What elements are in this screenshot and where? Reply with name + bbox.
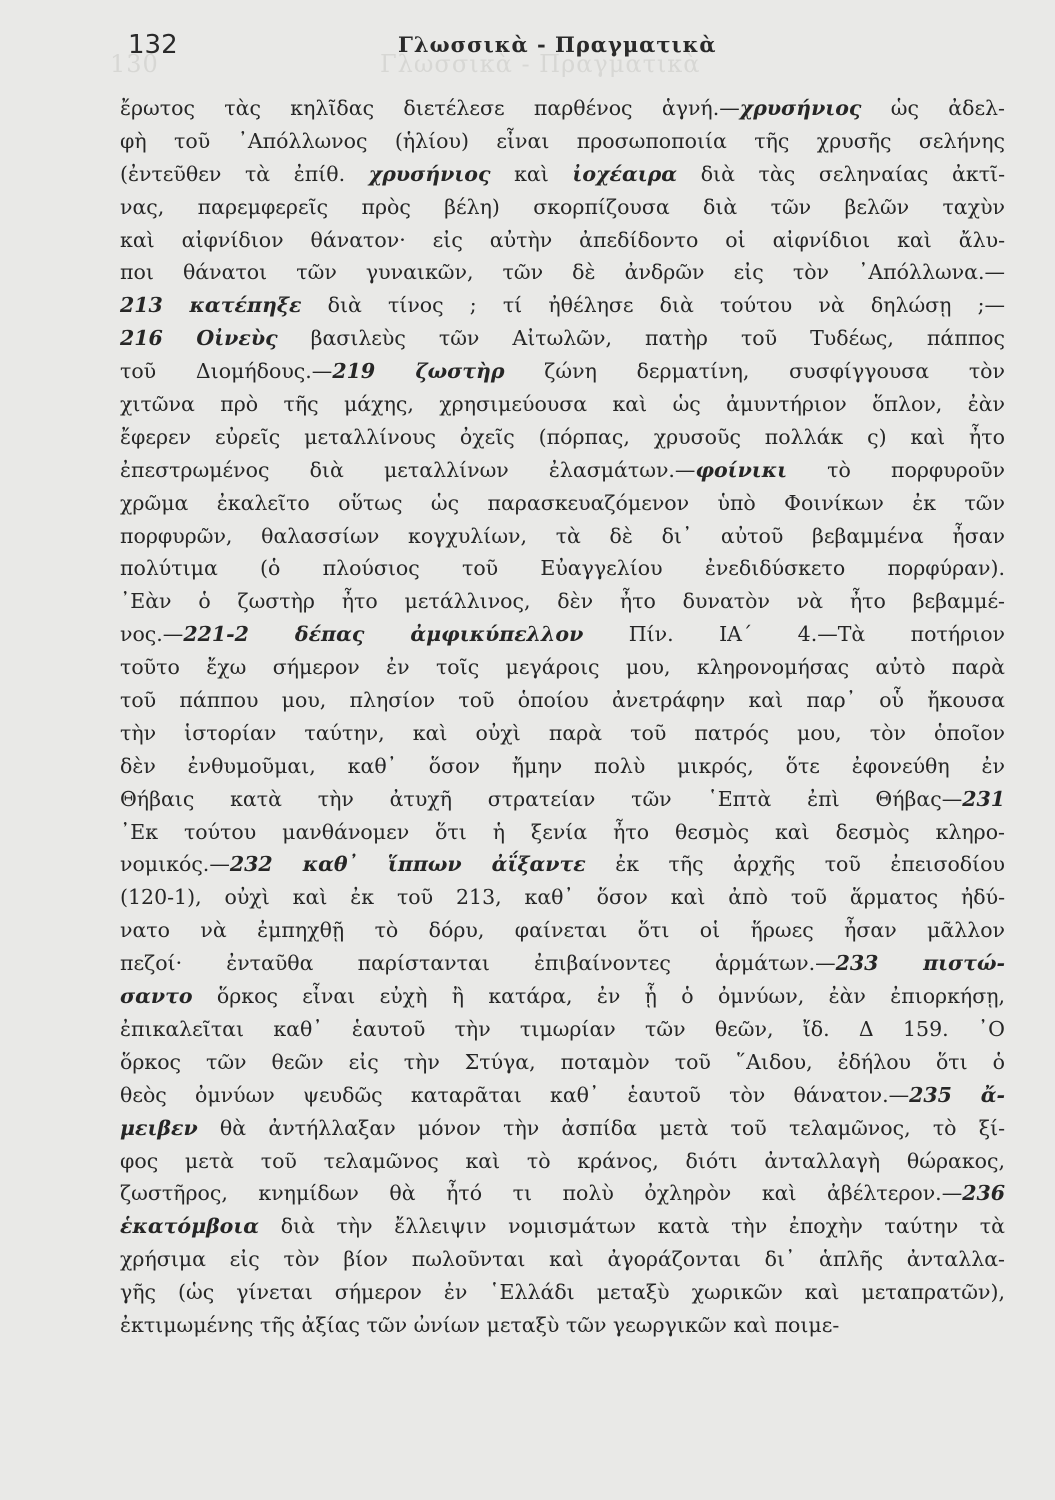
text-segment: διὰ τὰς σεληναίας ἀκτῖ-: [677, 161, 1005, 186]
text-segment: καὶ αἰφνίδιον θάνατον· εἰς αὐτὴν ἀπεδίδοντο οἱ αἰφνίδιοι καὶ ἄλυ-: [120, 227, 1005, 252]
text-line: [120, 684, 1005, 717]
text-line: [120, 224, 1005, 257]
text-segment: ζώνη δερματίνη, συσφίγγουσα τὸν: [504, 359, 1005, 384]
text-line: [120, 783, 1005, 816]
text-segment: ἐκ τῆς ἀρχῆς τοῦ ἐπεισοδίου: [585, 852, 1005, 877]
text-segment: ὅρκος τῶν θεῶν εἰς τὴν Στύγα, ποταμὸν τοῦ ῞Αιδου, ἐδήλου ὅτι ὁ: [120, 1049, 1005, 1074]
text-line: [120, 256, 1005, 289]
text-line: [120, 421, 1005, 454]
text-segment: Πίν. ΙΑ΄ 4.—Τὰ ποτήριον: [583, 622, 1005, 647]
text-line: [120, 1079, 1005, 1112]
text-line: [120, 454, 1005, 487]
text-segment: νας, παρεμφερεῖς πρὸς βέλη) σκορπίζουσα διὰ τῶν βελῶν ταχὺν: [120, 194, 1005, 219]
lemma-term: ἰοχέαιρα: [572, 161, 678, 186]
text-segment: θὰ ἀντήλλαξαν μόνον τὴν ἀσπίδα μετὰ τοῦ τελαμῶνος, τὸ ξί-: [197, 1115, 1005, 1140]
lemma-term: 235 ἄ-: [909, 1082, 1005, 1107]
text-line: [120, 848, 1005, 881]
lemma-term: ἑκατόμβοια: [120, 1214, 260, 1239]
text-segment: διὰ τίνος ; τί ἠθέλησε διὰ τούτου νὰ δηλώσῃ ;—: [301, 293, 1005, 318]
text-segment: ᾿Εὰν ὁ ζωστὴρ ἦτο μετάλλινος, δὲν ἦτο δυνατὸν νὰ ἦτο βεβαμμέ-: [120, 589, 1005, 614]
text-segment: τοῦ πάππου μου, πλησίον τοῦ ὁποίου ἀνετράφην καὶ παρ᾿ οὗ ἤκουσα: [120, 688, 1005, 713]
text-line: [120, 618, 1005, 651]
lemma-term: 219 ζωστὴρ: [332, 359, 505, 384]
text-line: [120, 816, 1005, 849]
text-segment: χρήσιμα εἰς τὸν βίον πωλοῦνται καὶ ἀγοράζονται δι᾿ ἁπλῆς ἀνταλλα-: [120, 1247, 1005, 1272]
text-segment: δὲν ἐνθυμοῦμαι, καθ᾿ ὅσον ἤμην πολὺ μικρός, ὅτε ἐφονεύθη ἐν: [120, 753, 1005, 778]
lemma-term: 231: [962, 786, 1005, 811]
text-line: [120, 980, 1005, 1013]
text-segment: (120-1), οὐχὶ καὶ ἐκ τοῦ 213, καθ᾿ ὅσον καὶ ἀπὸ τοῦ ἅρματος ἠδύ-: [120, 885, 1005, 910]
text-line: [120, 158, 1005, 191]
text-segment: Θήβαις κατὰ τὴν ἀτυχῆ στρατείαν τῶν ῾Επτὰ ἐπὶ Θήβας—: [120, 786, 963, 811]
lemma-term: φοίνικι: [695, 457, 788, 482]
text-line: [120, 1046, 1005, 1079]
text-line: [120, 1309, 1005, 1342]
text-line: [120, 1210, 1005, 1243]
text-line: [120, 914, 1005, 947]
lemma-term: 233 πιστώ-: [835, 951, 1005, 976]
running-title: Γλωσσικὰ - Πραγματικὰ: [398, 32, 717, 57]
text-segment: ἐπεστρωμένος διὰ μεταλλίνων ἐλασμάτων.—: [120, 457, 696, 482]
page-number: 132: [128, 30, 178, 60]
text-line: [120, 1243, 1005, 1276]
text-line: [120, 750, 1005, 783]
lemma-term: 213 κατέπηξε: [120, 293, 302, 318]
text-segment: νατο νὰ ἐμπηχθῇ τὸ δόρυ, φαίνεται ὅτι οἱ ἥρωες ἦσαν μᾶλλον: [120, 918, 1005, 943]
text-segment: τὸ πορφυροῦν: [787, 457, 1006, 482]
text-line: [120, 1013, 1005, 1046]
text-segment: φος μετὰ τοῦ τελαμῶνος καὶ τὸ κράνος, διότι ἀνταλλαγὴ θώρακος,: [120, 1148, 1005, 1173]
lemma-term: σαντο: [120, 984, 193, 1009]
lemma-term: χρυσήνιος: [739, 96, 862, 120]
text-segment: ἔφερεν εὐρεῖς μεταλλίνους ὀχεῖς (πόρπας, χρυσοῦς πολλάκ ς) καὶ ἦτο: [120, 424, 1005, 449]
text-line: [120, 1276, 1005, 1309]
text-line: [120, 322, 1005, 355]
text-segment: φὴ τοῦ ᾿Απόλλωνος (ἡλίου) εἶναι προσωποποιία τῆς χρυσῆς σελήνης: [120, 128, 1005, 153]
text-segment: βασιλεὺς τῶν Αἰτωλῶν, πατὴρ τοῦ Τυδέως, πάππος: [277, 326, 1005, 351]
text-segment: ᾿Εκ τούτου μανθάνομεν ὅτι ἡ ξενία ἦτο θεσμὸς καὶ δεσμὸς κληρο-: [120, 819, 1005, 844]
text-segment: ποι θάνατοι τῶν γυναικῶν, τῶν δὲ ἀνδρῶν εἰς τὸν ᾿Απόλλωνα.—: [120, 260, 1005, 285]
text-segment: νομικός.—: [120, 852, 230, 877]
text-segment: (ἐντεῦθεν τὰ ἐπίθ.: [120, 161, 369, 186]
text-line: [120, 1177, 1005, 1210]
text-segment: πορφυρῶν, θαλασσίων κογχυλίων, τὰ δὲ δι᾿ αὐτοῦ βεβαμμένα ἦσαν: [120, 523, 1005, 548]
text-segment: τοῦτο ἔχω σήμερον ἐν τοῖς μεγάροις μου, κληρονομήσας αὐτὸ παρὰ: [120, 655, 1005, 680]
text-line: [120, 717, 1005, 750]
text-segment: χρῶμα ἐκαλεῖτο οὕτως ὡς παρασκευαζόμενον ὑπὸ Φοινίκων ἐκ τῶν: [120, 490, 1005, 515]
lemma-term: 221-2 δέπας ἀμφικύπελλον: [183, 622, 584, 647]
page-header: [128, 30, 1008, 70]
text-segment: πολύτιμα (ὁ πλούσιος τοῦ Εὐαγγελίου ἐνεδιδύσκετο πορφύραν).: [120, 556, 1005, 581]
text-line: [120, 487, 1005, 520]
show-through-page-number: 130: [110, 50, 159, 78]
text-segment: ἔρωτος τὰς κηλῖδας διετέλεσε παρθένος ἁγνή.—: [120, 96, 740, 120]
text-line: [120, 552, 1005, 585]
text-line: [120, 289, 1005, 322]
lemma-term: 232 καθ᾿ ἵππων ἀΐξαντε: [229, 852, 586, 877]
lemma-term: χρυσήνιος: [368, 161, 491, 186]
text-line: [120, 125, 1005, 158]
text-segment: νος.—: [120, 622, 184, 647]
text-line: [120, 947, 1005, 980]
text-segment: καὶ: [490, 161, 573, 186]
text-line: [120, 191, 1005, 224]
text-segment: γῆς (ὡς γίνεται σήμερον ἐν ῾Ελλάδι μεταξὺ χωρικῶν καὶ μεταπρατῶν),: [120, 1280, 1005, 1305]
text-line: [120, 585, 1005, 618]
show-through-title: Γλωσσικὰ - Πραγματικὰ: [380, 50, 701, 78]
text-segment: ἐκτιμωμένης τῆς ἀξίας τῶν ὠνίων μεταξὺ τῶν γεωργικῶν καὶ ποιμε-: [120, 1312, 840, 1337]
lemma-term: 216 Οἰνεὺς: [120, 326, 278, 351]
text-segment: τὴν ἱστορίαν ταύτην, καὶ οὐχὶ παρὰ τοῦ πατρός μου, τὸν ὁποῖον: [120, 720, 1005, 745]
text-line: [120, 388, 1005, 421]
text-line: [120, 520, 1005, 553]
text-segment: τοῦ Διομήδους.—: [120, 359, 333, 384]
text-line: [120, 1145, 1005, 1178]
text-segment: ὡς ἀδελ-: [861, 96, 1005, 120]
text-line: [120, 1112, 1005, 1145]
commentary-text: [120, 92, 1005, 1342]
text-line: [120, 355, 1005, 388]
text-segment: διὰ τὴν ἔλλειψιν νομισμάτων κατὰ τὴν ἐποχὴν ταύτην τὰ: [259, 1214, 1005, 1239]
lemma-term: 236: [962, 1181, 1005, 1206]
text-line: [120, 881, 1005, 914]
text-segment: πεζοί· ἐνταῦθα παρίστανται ἐπιβαίνοντες ἁρμάτων.—: [120, 951, 836, 976]
text-segment: θεὸς ὀμνύων ψευδῶς καταρᾶται καθ᾿ ἑαυτοῦ τὸν θάνατον.—: [120, 1082, 910, 1107]
text-segment: ὅρκος εἶναι εὐχὴ ἢ κατάρα, ἐν ᾗ ὁ ὀμνύων, ἐὰν ἐπιορκήσῃ,: [192, 984, 1005, 1009]
text-segment: ἐπικαλεῖται καθ᾿ ἑαυτοῦ τὴν τιμωρίαν τῶν θεῶν, ἴδ. Δ 159. ᾿Ο: [120, 1016, 1005, 1041]
text-segment: χιτῶνα πρὸ τῆς μάχης, χρησιμεύουσα καὶ ὡς ἀμυντήριον ὅπλον, ἐὰν: [120, 392, 1005, 417]
text-line: [120, 92, 1005, 125]
text-segment: ζωστῆρος, κνημίδων θὰ ἦτό τι πολὺ ὀχληρὸν καὶ ἀβέλτερον.—: [120, 1181, 963, 1206]
lemma-term: μειβεν: [120, 1115, 198, 1140]
text-line: [120, 651, 1005, 684]
